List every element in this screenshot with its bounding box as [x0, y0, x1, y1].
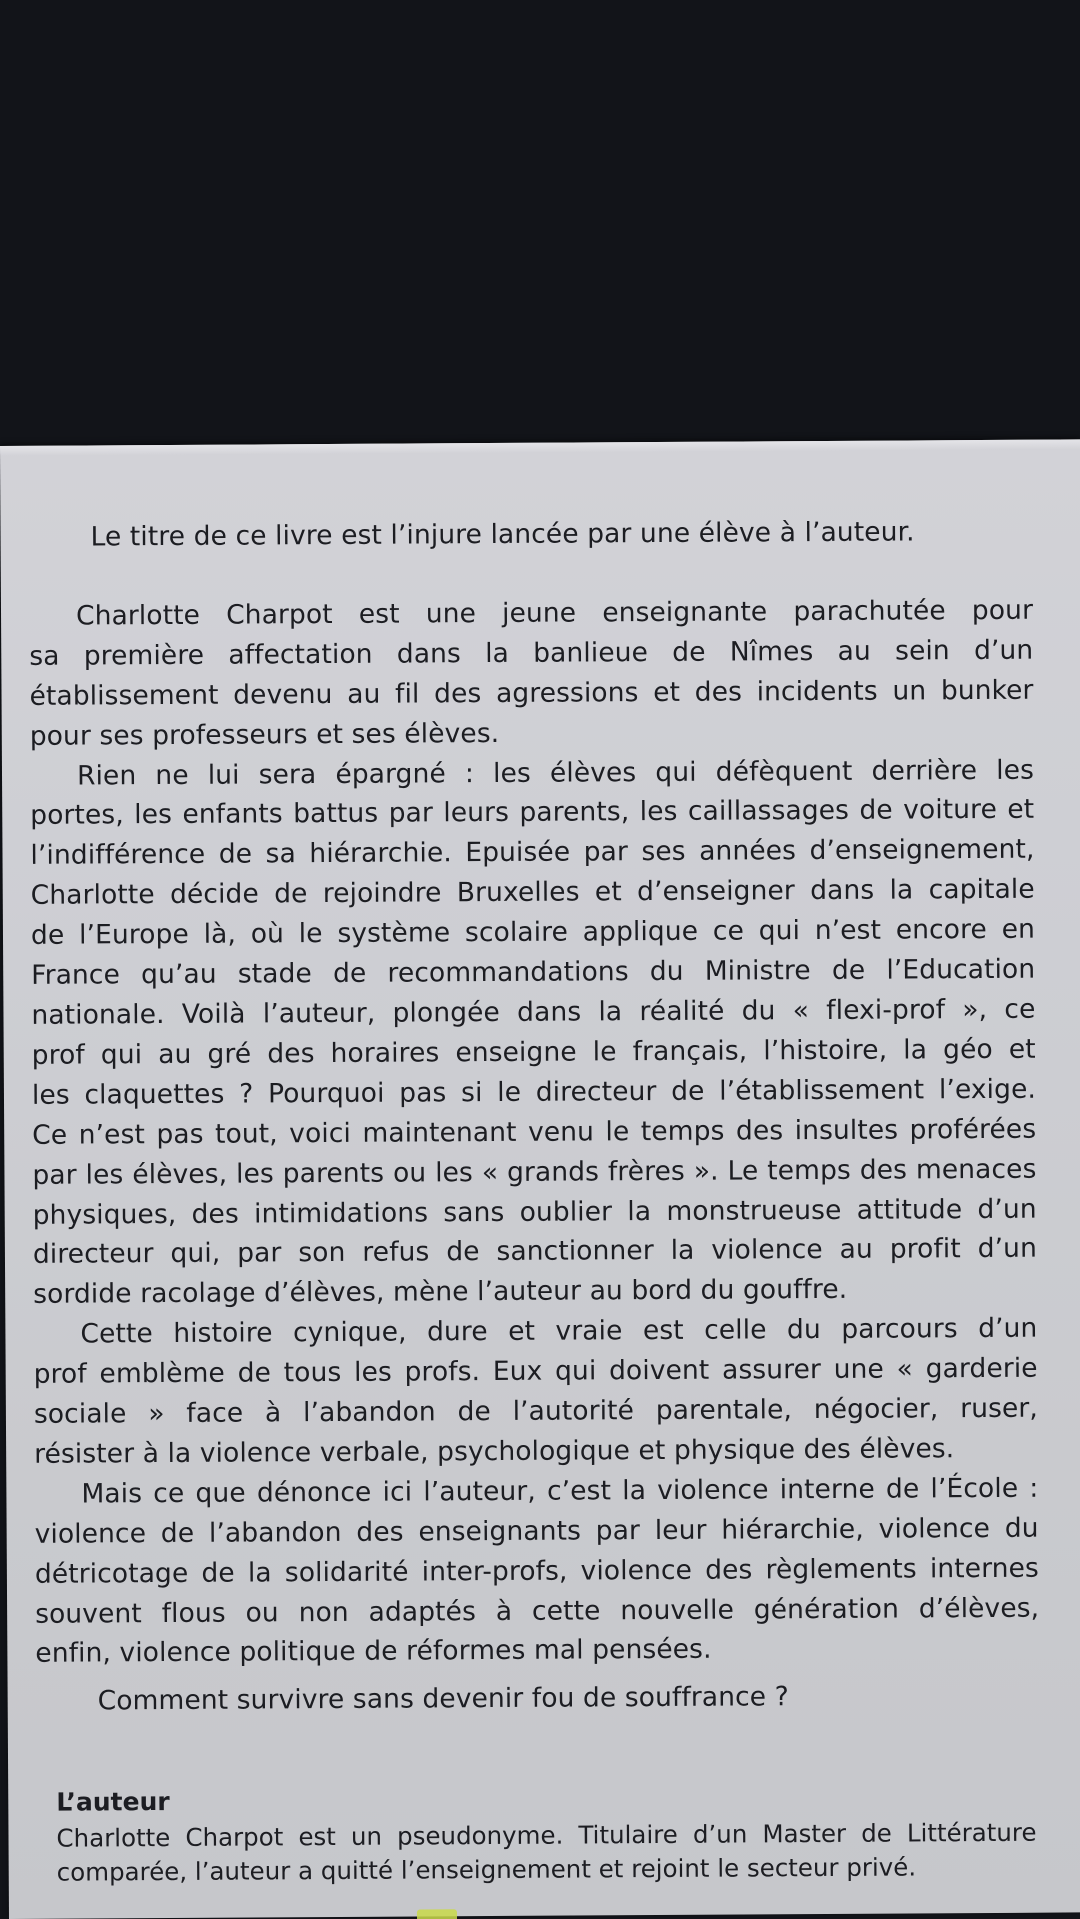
text-line: les claquettes ? Pourquoi pas si le directeur de l’établissement l’exige.: [31, 1073, 1037, 1111]
text-line: sociale » face à l’abandon de l’autorité parentale, négocier, ruser,: [33, 1392, 1038, 1430]
blurb-closing: [36, 1676, 1040, 1722]
blurb-paragraph: [29, 591, 1034, 757]
blurb-paragraph: [34, 1469, 1039, 1675]
text-line: Comment survivre sans devenir fou de souffrance ?: [97, 1681, 789, 1717]
text-line: physiques, des intimidations sans oublier la monstrueuse attitude d’un: [32, 1193, 1037, 1231]
text-line: résister à la violence verbale, psychologique et physique des élèves.: [34, 1433, 955, 1470]
yellow-tab: [417, 1909, 457, 1919]
text-line: Charlotte Charpot est une jeune enseignante parachutée pour: [75, 594, 1034, 632]
blurb-paragraph: [30, 750, 1037, 1315]
text-line: prof qui au gré des horaires enseigne le français, l’histoire, la géo et: [31, 1033, 1036, 1071]
blurb-lead: [28, 512, 1032, 558]
text-line: prof emblème de tous les profs. Eux qui doivent assurer une « garderie: [33, 1352, 1038, 1390]
text-line: par les élèves, les parents ou les « grands frères ». Le temps des menaces: [32, 1153, 1037, 1191]
text-line: enfin, violence politique de réformes mal pensées.: [35, 1634, 712, 1670]
text-line: sordide racolage d’élèves, mène l’auteur au bord du gouffre.: [33, 1274, 848, 1311]
author-section: [56, 1780, 1037, 1890]
text-line: Rien ne lui sera épargné : les élèves qui défèquent derrière les: [76, 754, 1035, 792]
text-line: établissement devenu au fil des agressions et des incidents un bunker: [29, 674, 1034, 712]
text-line: pour ses professeurs et ses élèves.: [29, 717, 500, 752]
text-line: Charlotte Charpot est un pseudonyme. Titulaire d’un Master de Littérature: [56, 1817, 1037, 1853]
text-line: France qu’au stade de recommandations du Ministre de l’Education: [31, 953, 1036, 991]
text-line: l’indifférence de sa hiérarchie. Epuisée par ses années d’enseignement,: [30, 834, 1035, 872]
text-line: souvent flous ou non adaptés à cette nouvelle génération d’élèves,: [35, 1592, 1040, 1630]
text-line: comparée, l’auteur a quitté l’enseignement et rejoint le secteur privé.: [56, 1852, 917, 1887]
text-line: Charlotte décide de rejoindre Bruxelles et d’enseigner dans la capitale: [30, 873, 1035, 912]
text-line: Ce n’est pas tout, voici maintenant venu le temps des insultes proférées: [32, 1113, 1037, 1151]
text-line: détricotage de la solidarité inter-profs, violence des règlements internes: [34, 1552, 1039, 1590]
blurb-paragraph: [33, 1309, 1038, 1475]
text-line: directeur qui, par son refus de sanctionner la violence au profit d’un: [32, 1233, 1038, 1271]
text-line: Mais ce que dénonce ici l’auteur, c’est la violence interne de l’École :: [81, 1472, 1039, 1510]
text-line: de l’Europe là, où le système scolaire applique ce qui n’est encore en: [30, 913, 1036, 951]
text-line: Le titre de ce livre est l’injure lancée par une élève à l’auteur.: [90, 516, 915, 553]
author-bio: [56, 1816, 1036, 1890]
blurb-text: [28, 512, 1039, 1722]
text-line: Cette histoire cynique, dure et vraie est celle du parcours d’un: [80, 1312, 1038, 1350]
text-line: violence de l’abandon des enseignants par leur hiérarchie, violence du: [34, 1512, 1039, 1550]
text-line: sa première affectation dans la banlieue de Nîmes au sein d’un: [29, 634, 1034, 672]
author-heading: L’auteur: [56, 1786, 170, 1817]
text-line: portes, les enfants battus par leurs parents, les caillassages de voiture et: [30, 794, 1035, 832]
back-cover: [0, 439, 1080, 1919]
text-line: nationale. Voilà l’auteur, plongée dans la réalité du « flexi-prof », ce: [31, 993, 1036, 1031]
